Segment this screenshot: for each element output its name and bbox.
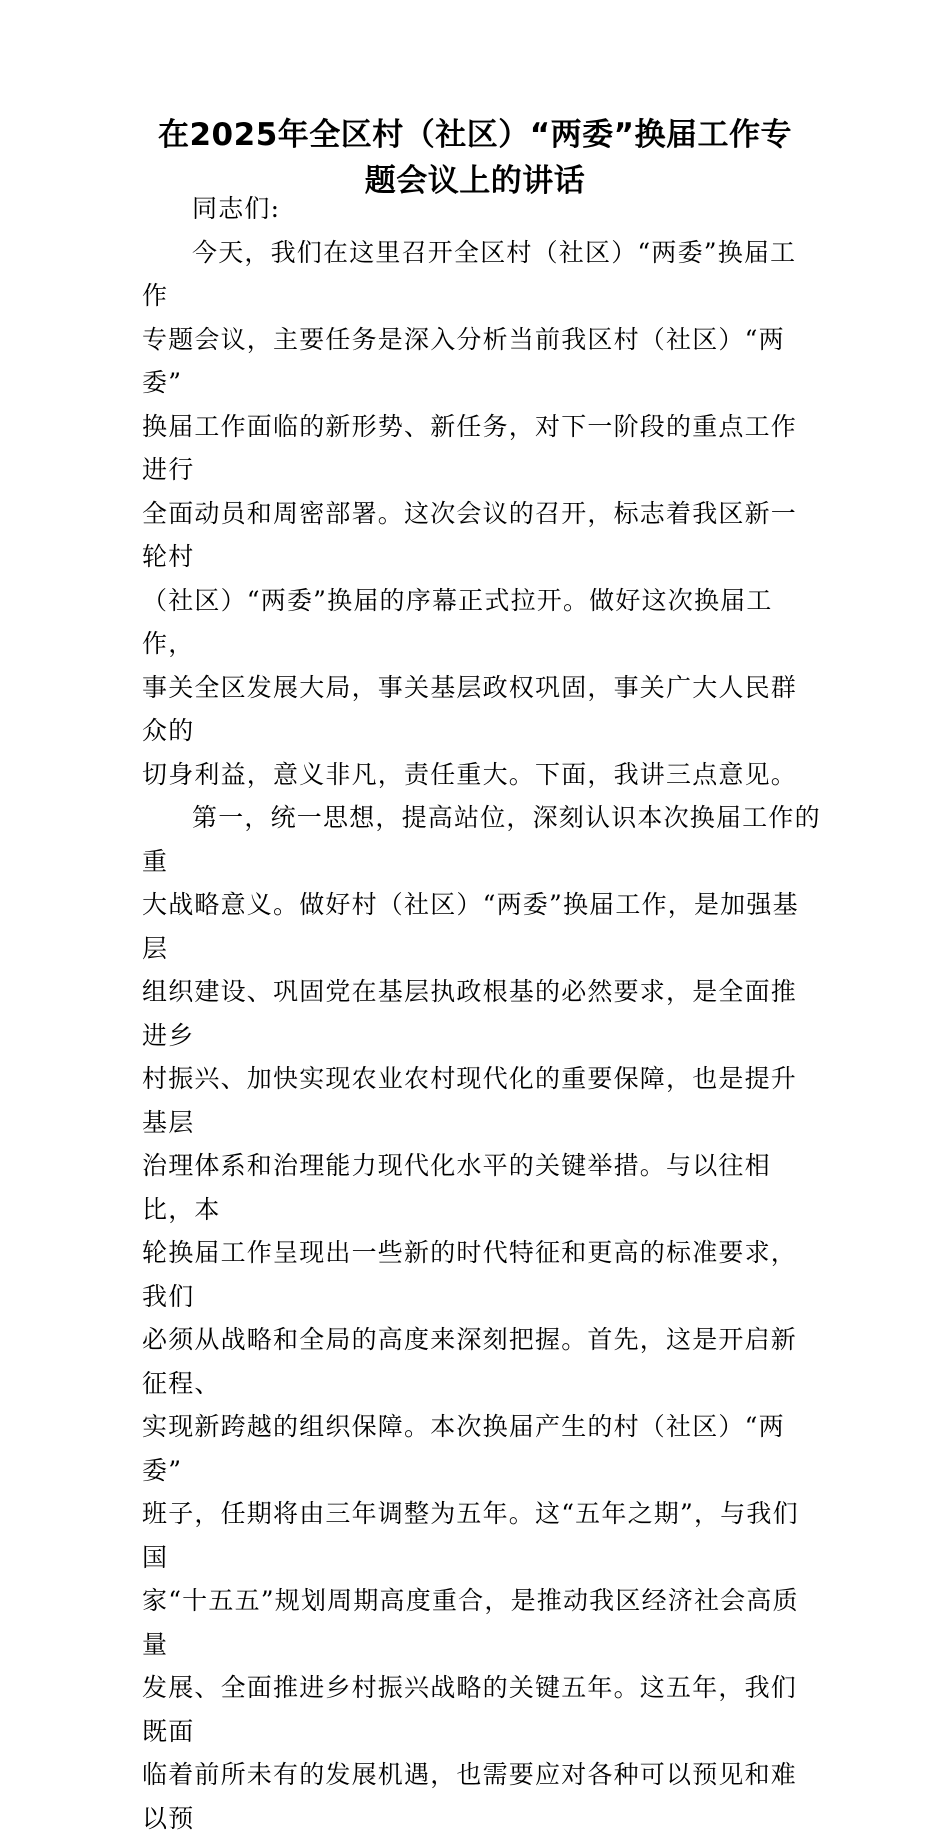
paragraph-line: 切身利益，意义非凡，责任重大。下面，我讲三点意见。 (142, 759, 798, 789)
paragraph-line: 必须从战略和全局的高度来深刻把握。首先，这是开启新征程、 (142, 1325, 798, 1398)
title-line-1: 在2025年全区村（社区）“两委”换届工作专 (157, 117, 793, 153)
paragraph-2 (142, 796, 822, 1840)
title-line-2: 题会议上的讲话 (364, 163, 586, 199)
paragraph-line: 实现新跨越的组织保障。本次换届产生的村（社区）“两委” (142, 1412, 785, 1485)
paragraph-line: 发展、全面推进乡村振兴战略的关键五年。这五年，我们既面 (142, 1673, 798, 1746)
paragraph-line: 全面动员和周密部署。这次会议的召开，标志着我区新一轮村 (142, 498, 798, 571)
paragraph-line: 治理体系和治理能力现代化水平的关键举措。与以往相比，本 (142, 1151, 771, 1224)
paragraph-line: 班子，任期将由三年调整为五年。这“五年之期”，与我们国 (142, 1499, 799, 1572)
paragraph-line: 大战略意义。做好村（社区）“两委”换届工作，是加强基层 (142, 890, 799, 963)
paragraph-line: 换届工作面临的新形势、新任务，对下一阶段的重点工作进行 (142, 411, 798, 484)
paragraph-line: 家“十五五”规划周期高度重合，是推动我区经济社会高质量 (142, 1586, 799, 1659)
paragraph-1 (142, 231, 822, 797)
greeting: 同志们: (192, 194, 281, 223)
paragraph-line: 第一，统一思想，提高站位，深刻认识本次换届工作的重 (142, 803, 821, 876)
paragraph-line: 轮换届工作呈现出一些新的时代特征和更高的标准要求，我们 (142, 1238, 798, 1311)
paragraph-line: 组织建设、巩固党在基层执政根基的必然要求，是全面推进乡 (142, 977, 798, 1050)
paragraph-line: 今天，我们在这里召开全区村（社区）“两委”换届工作 (142, 237, 797, 310)
document-body (142, 187, 822, 1840)
paragraph-line: 临着前所未有的发展机遇，也需要应对各种可以预见和难以预 (142, 1760, 798, 1833)
paragraph-line: 事关全区发展大局，事关基层政权巩固，事关广大人民群众的 (142, 672, 798, 745)
paragraph-line: 专题会议，主要任务是深入分析当前我区村（社区）“两委” (142, 324, 785, 397)
paragraph-line: （社区）“两委”换届的序幕正式拉开。做好这次换届工作， (142, 585, 773, 658)
paragraph-line: 村振兴、加快实现农业农村现代化的重要保障，也是提升基层 (142, 1064, 798, 1137)
